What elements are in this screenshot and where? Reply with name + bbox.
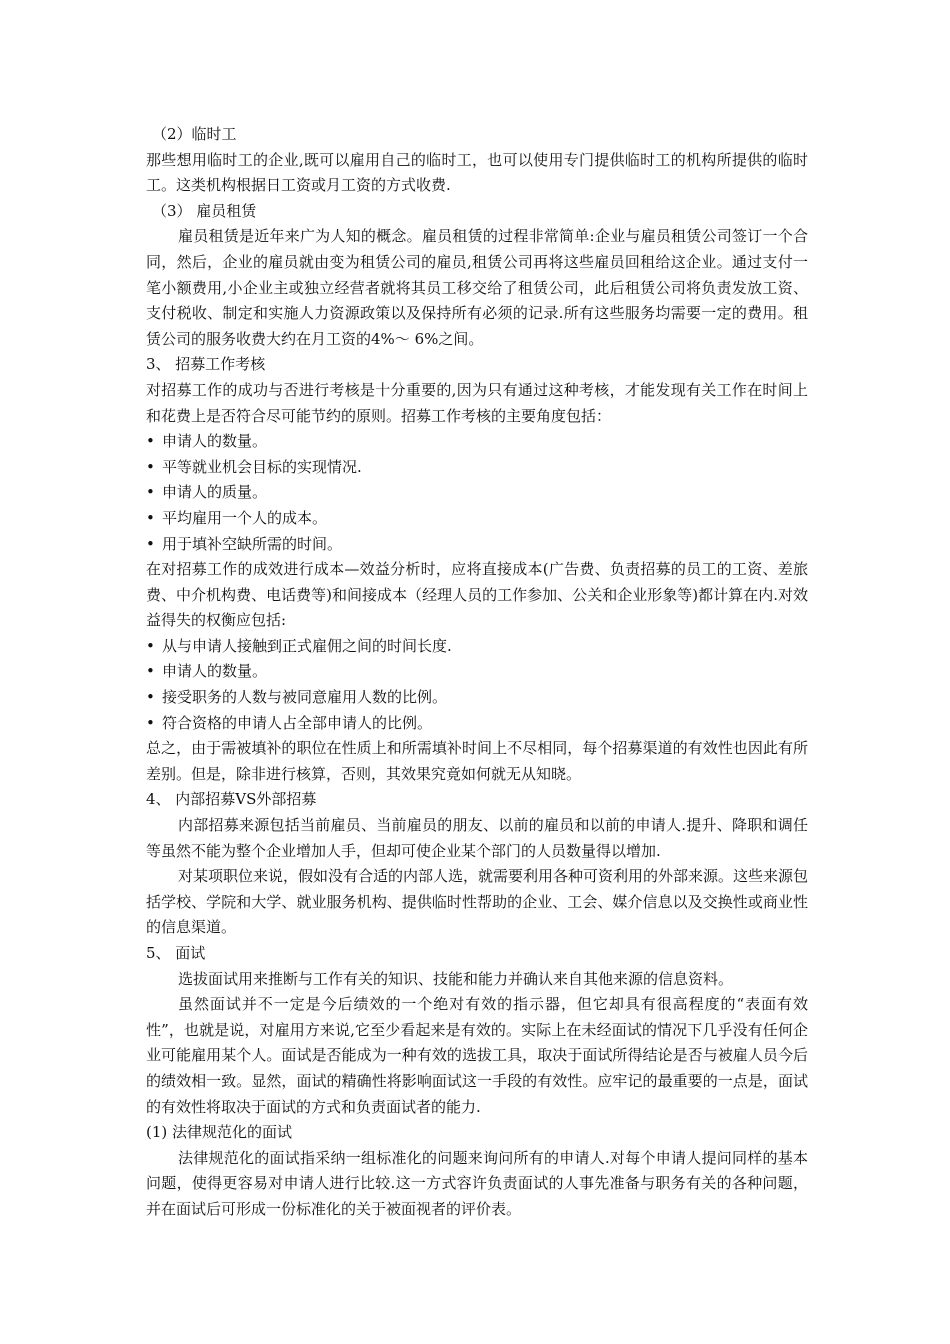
paragraph: 对招募工作的成功与否进行考核是十分重要的,因为只有通过这种考核，才能发现有关工作在时间上和花费上是否符合尽可能节约的原则。招募工作考核的主要角度包括： [146, 380, 808, 425]
bullet-icon: • [146, 636, 155, 655]
list-item: • 平等就业机会目标的实现情况. [146, 455, 808, 481]
bullet-icon: • [146, 534, 155, 553]
document-page [146, 122, 808, 1223]
subheading-employee-leasing: （3） 雇员租赁 [152, 201, 257, 220]
list-item: • 申请人的数量。 [146, 659, 808, 685]
paragraph: 法律规范化的面试指采纳一组标准化的问题来询问所有的申请人.对每个申请人提问同样的基本问题，使得更容易对申请人进行比较.这一方式容许负责面试的人事先准备与职务有关的各种问题，并在面试后可形成一份标准化的关于被面视者的评价表。 [146, 1148, 808, 1218]
section-heading-4: 4、 内部招募VS外部招募 [146, 790, 317, 809]
bullet-icon: • [146, 508, 155, 527]
list-item: • 接受职务的人数与被同意雇用人数的比例。 [146, 685, 808, 711]
list-item: • 申请人的质量。 [146, 480, 808, 506]
subheading-temporary-workers: （2）临时工 [152, 125, 237, 143]
section-heading-5: 5、 面试 [146, 944, 206, 962]
paragraph: 对某项职位来说，假如没有合适的内部人选，就需要利用各种可资利用的外部来源。这些来源包括学校、学院和大学、就业服务机构、提供临时性帮助的企业、工会、媒介信息以及交换性或商业性的信息渠道。 [146, 867, 809, 937]
paragraph: 总之，由于需被填补的职位在性质上和所需填补时间上不尽相同，每个招募渠道的有效性也因此有所差别。但是，除非进行核算，否则，其效果究竟如何就无从知晓。 [146, 739, 808, 783]
bullet-icon: • [146, 483, 155, 502]
paragraph: 雇员租赁是近年来广为人知的概念。雇员租赁的过程非常简单:企业与雇员租赁公司签订一个合同，然后，企业的雇员就由变为租赁公司的雇员,租赁公司再将这些雇员回租给这企业。通过支付一笔小额费用,小企业主或独立经营者就将其员工移交给了租赁公司，此后租赁公司将负责发放工资、支付税收、制定和实施人力资源政策以及保持所有必须的记录.所有这些服务均需要一定的费用。租赁公司的服务收费大约在月工资的4%～ 6%之间。 [146, 227, 808, 348]
paragraph: 在对招募工作的成效进行成本—效益分析时，应将直接成本(广告费、负责招募的员工的工资、差旅费、中介机构费、电话费等)和间接成本（经理人员的工作参加、公关和企业形象等)都计算在内.对效益得失的权衡应包括: [146, 560, 808, 630]
list-item: • 从与申请人接触到正式雇佣之间的时间长度. [146, 634, 808, 660]
paragraph: 内部招募来源包括当前雇员、当前雇员的朋友、以前的雇员和以前的申请人.提升、降职和调任等虽然不能为整个企业增加人手，但却可使企业某个部门的人员数量得以增加. [146, 816, 808, 860]
bullet-icon: • [146, 662, 155, 681]
paragraph: 虽然面试并不一定是今后绩效的一个绝对有效的指示器，但它却具有很高程度的“表面有效性”，也就是说，对雇用方来说,它至少看起来是有效的。实际上在未经面试的情况下几乎没有任何企业可能雇用某个人。面试是否能成为一种有效的选拔工具，取决于面试所得结论是否与被雇人员今后的绩效相一致。显然，面试的精确性将影响面试这一手段的有效性。应牢记的最重要的一点是，面试的有效性将取决于面试的方式和负责面试者的能力. [146, 995, 808, 1116]
bullet-icon: • [146, 713, 155, 732]
bullet-icon: • [146, 432, 155, 451]
list-item: • 用于填补空缺所需的时间。 [146, 532, 808, 558]
bullet-icon: • [146, 688, 155, 707]
subheading-legal-interview: (1) 法律规范化的面试 [146, 1123, 293, 1142]
list-item: • 符合资格的申请人占全部申请人的比例。 [146, 711, 808, 737]
list-item: • 申请人的数量。 [146, 429, 808, 455]
bullet-icon: • [146, 457, 155, 476]
section-heading-3: 3、 招募工作考核 [146, 355, 266, 374]
paragraph: 选拔面试用来推断与工作有关的知识、技能和能力并确认来自其他来源的信息资料。 [178, 969, 734, 988]
paragraph: 那些想用临时工的企业,既可以雇用自己的临时工，也可以使用专门提供临时工的机构所提供的临时工。这类机构根据日工资或月工资的方式收费. [146, 150, 808, 195]
list-item: • 平均雇用一个人的成本。 [146, 506, 808, 532]
